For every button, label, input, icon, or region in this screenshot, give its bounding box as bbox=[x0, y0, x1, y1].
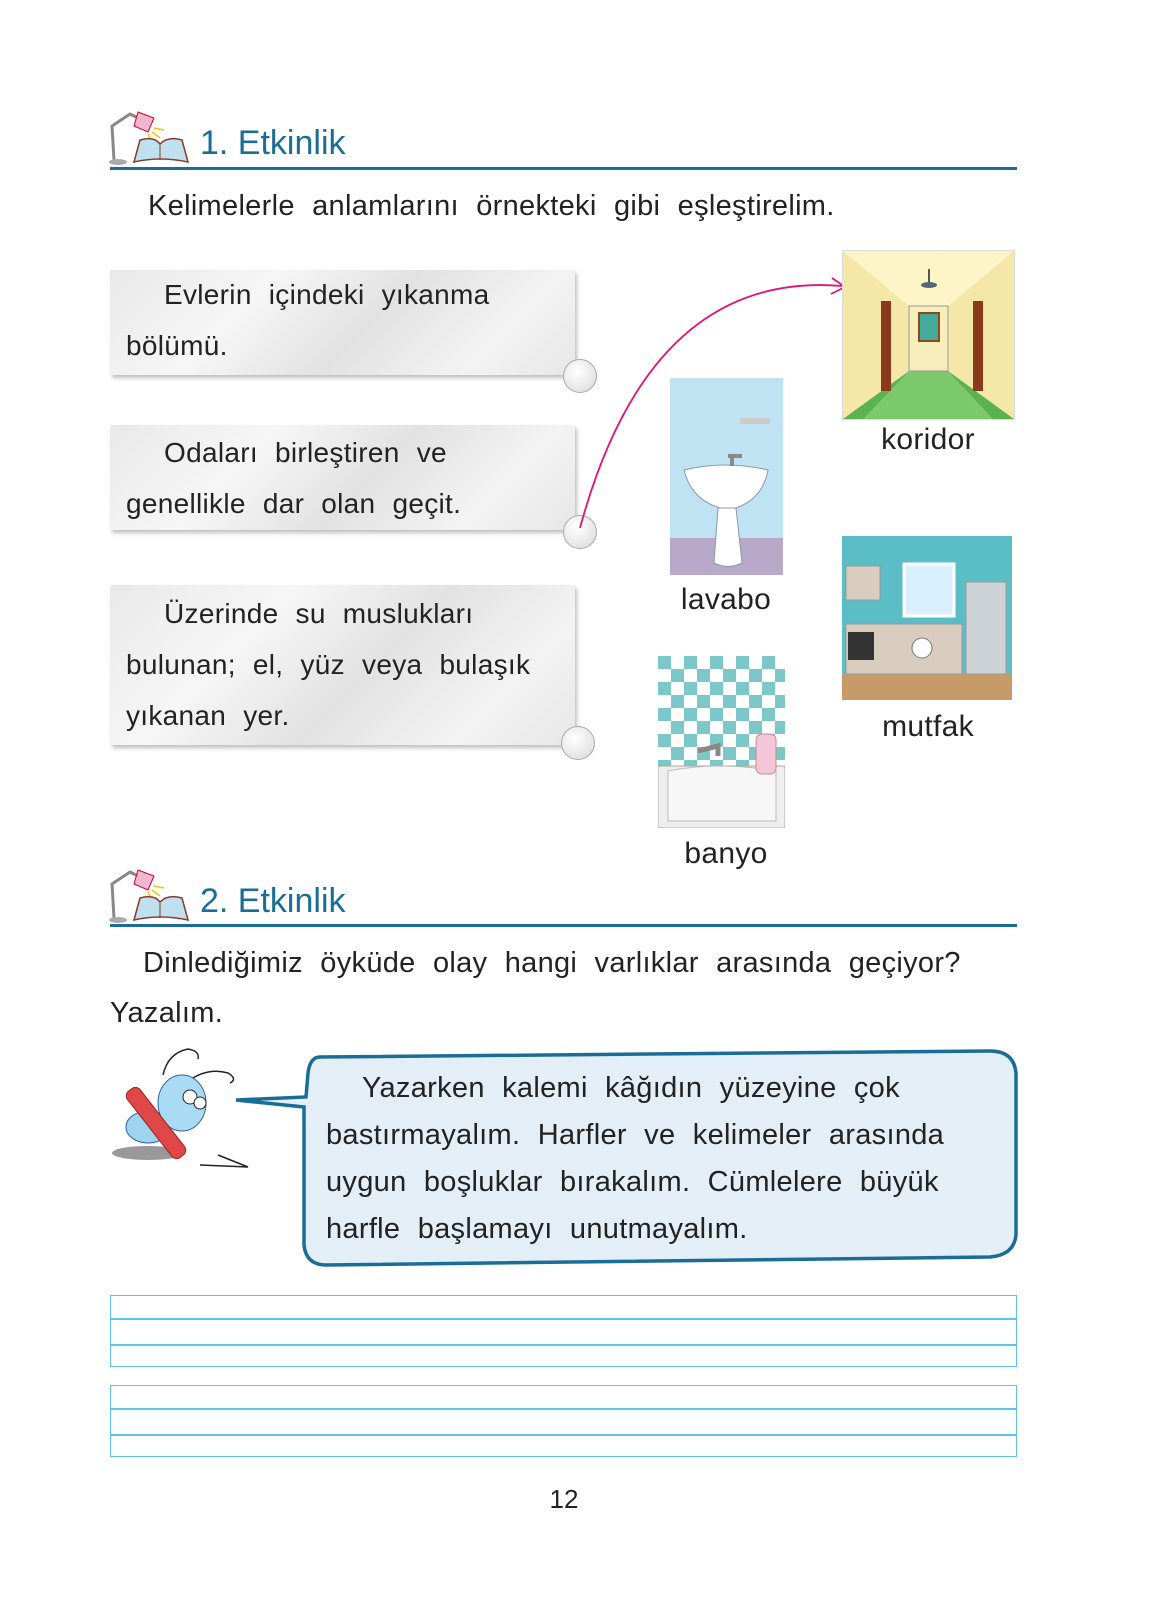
writing-area-1[interactable] bbox=[110, 1295, 1017, 1367]
definition-line: Üzerinde su muslukları bbox=[164, 598, 474, 629]
definition-card-3 bbox=[110, 585, 575, 745]
kitchen-image[interactable] bbox=[842, 536, 1012, 700]
definition-line: Evlerin içindeki yıkanma bbox=[164, 279, 490, 310]
definition-card-1 bbox=[110, 270, 575, 375]
tip-line: Yazarken kalemi kâğıdın yüzeyine çok bbox=[362, 1072, 900, 1104]
tip-line: uygun boşluklar bırakalım. Cümlelere büyük bbox=[326, 1166, 939, 1198]
activity1-divider bbox=[110, 167, 1017, 170]
tip-line: bastırmayalım. Harfler ve kelimeler arasında bbox=[326, 1119, 945, 1151]
word-mutfak: mutfak bbox=[882, 710, 974, 743]
definition-line: bulunan; el, yüz veya bulaşık bbox=[126, 649, 531, 680]
lamp-book-icon bbox=[108, 866, 190, 924]
activity2-question: Dinlediğimiz öyküde olay hangi varlıklar arasında geçiyor? bbox=[143, 947, 961, 979]
word-banyo: banyo bbox=[684, 837, 768, 870]
tip-line: harfle başlamayı unutmayalım. bbox=[326, 1213, 748, 1245]
lamp-book-icon bbox=[108, 108, 190, 166]
definition-card-2 bbox=[110, 425, 575, 530]
activity2-title: 2. Etkinlik bbox=[200, 882, 346, 920]
word-lavabo: lavabo bbox=[680, 583, 772, 616]
definition-line: bölümü. bbox=[126, 330, 228, 361]
activity1-title: 1. Etkinlik bbox=[200, 124, 346, 162]
definition-line: yıkanan yer. bbox=[126, 700, 290, 731]
bathtub-image[interactable] bbox=[658, 656, 785, 828]
match-dot-3[interactable] bbox=[561, 726, 595, 760]
activity1-instruction: Kelimelerle anlamlarını örnekteki gibi eşleştirelim. bbox=[148, 190, 835, 222]
activity2-divider bbox=[110, 924, 1017, 927]
corridor-image[interactable] bbox=[842, 250, 1015, 420]
definition-line: Odaları birleştiren ve bbox=[164, 437, 447, 468]
activity2-question-cont: Yazalım. bbox=[110, 997, 224, 1029]
page-number: 12 bbox=[549, 1484, 579, 1514]
writing-area-2[interactable] bbox=[110, 1385, 1017, 1457]
word-koridor: koridor bbox=[881, 423, 975, 456]
definition-line: genellikle dar olan geçit. bbox=[126, 488, 462, 519]
sink-image[interactable] bbox=[670, 378, 783, 575]
